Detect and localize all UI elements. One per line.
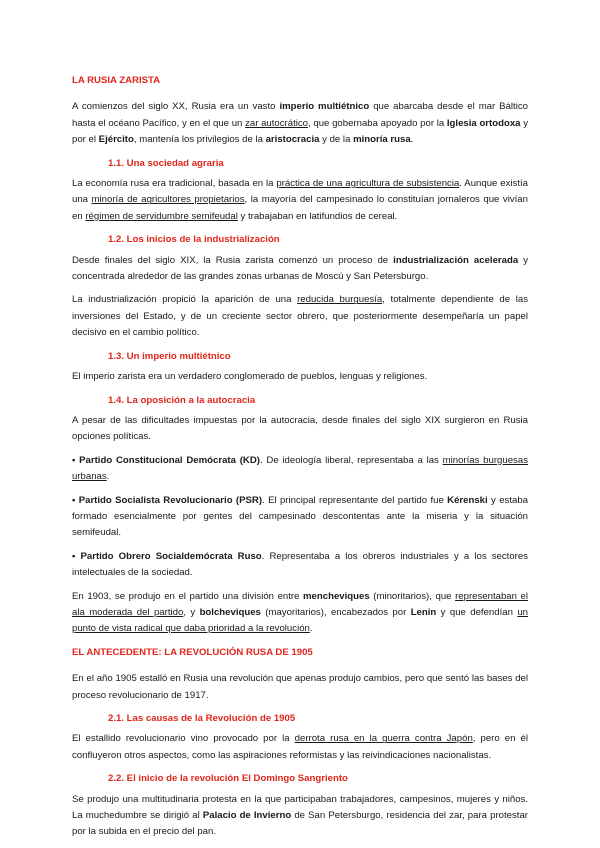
underlined-text: zar autocrático <box>245 117 309 129</box>
text: y concentrada alrededor de las grandes zonas urbanas de Moscú y San Petersburgo. <box>72 254 529 283</box>
paragraph-causas <box>72 731 528 764</box>
text: , que gobernaba apoyado por la <box>308 117 447 129</box>
bold-text: Lenin <box>410 606 437 618</box>
bullet-partido-obrero <box>72 549 528 582</box>
paragraph-imperio-multietnico: El imperio zarista era un verdadero conglomerado de pueblos, lenguas y religiones. <box>72 371 428 383</box>
bold-text: Ejército <box>98 134 134 146</box>
subsection-title-industrializacion: 1.2. Los inicios de la industrialización <box>108 234 280 246</box>
bullet-partido-psr <box>72 493 528 542</box>
text: y por el <box>72 117 528 146</box>
section-title-rusia-zarista: LA RUSIA ZARISTA <box>72 75 161 86</box>
bold-text: Kérenski <box>447 494 488 506</box>
text: . Representaba a los obreros industriales y a los sectores intelectuales de la sociedad. <box>72 550 528 579</box>
underlined-text: régimen de servidumbre semifeudal <box>85 210 238 222</box>
text: que abarcaba desde el mar Báltico hasta el océano Pacífico, y en el que un <box>72 101 528 129</box>
text: , pero en él confluyeron otros aspectos, como las aspiraciones reformistas y las reivindicaciones nacionalistas. <box>72 733 528 761</box>
subsection-title-domingo-sangriento: 2.2. El inicio de la revolución El Domingo Sangriento <box>108 773 348 785</box>
bold-text: • Partido Obrero Socialdemócrata Ruso <box>72 550 262 562</box>
paragraph-domingo-sangriento <box>72 792 528 841</box>
paragraph-division-1903 <box>72 589 528 638</box>
text: La economía rusa era tradicional, basada en la <box>72 178 277 190</box>
paragraph-industrializacion-1 <box>72 253 528 286</box>
text: y trabajaban en latifundios de cereal. <box>237 210 398 222</box>
text: A comienzos del siglo XX, Rusia era un vasto <box>72 101 280 113</box>
text: , la mayoría del campesinado lo constituían jornaleros que vivían en <box>72 194 528 222</box>
text: En 1903, se produjo en el partido una división entre <box>72 590 304 602</box>
text: y de la <box>319 134 354 146</box>
subsection-title-imperio-multietnico: 1.3. Un imperio multiétnico <box>108 350 231 362</box>
text: , totalmente dependiente de las inversiones del Estado, y de un creciente sector obrero, que posteriormente desempeñaría un papel decisivo en el cambio político. <box>72 294 528 339</box>
text: . <box>106 471 110 483</box>
bold-text: Iglesia ortodoxa <box>446 117 521 129</box>
bold-text: aristocracia <box>265 134 320 146</box>
text: (mayoritarios), encabezados por <box>260 606 411 618</box>
bold-text: minoría rusa <box>353 134 411 146</box>
bold-text: • Partido Constitucional Demócrata (KD) <box>72 454 260 466</box>
subsection-title-causas: 2.1. Las causas de la Revolución de 1905 <box>108 713 296 724</box>
text: La industrialización propició la aparición de una <box>72 294 298 306</box>
paragraph-revolucion-1905: En el año 1905 estalló en Rusia una revolución que apenas produjo cambios, pero que sentó las bases del proceso revolucionario de 1917. <box>72 673 528 701</box>
text: y que defendían <box>436 606 518 618</box>
bold-text: industrialización acelerada <box>393 254 519 266</box>
text: Se produjo una multitudinaria protesta en la que participaban trabajadores, campesinos, mujeres y niños. La muchedumbre se dirigió al <box>72 793 528 822</box>
underlined-text: reducida burguesía <box>297 294 383 306</box>
text: y estaba formado esencialmente por gentes del campesinado descontentas ante la miseria y la situación semifeudal. <box>72 494 529 539</box>
underlined-text: derrota rusa en la guerra contra Japón <box>294 733 473 745</box>
underlined-text: un punto de vista radical que daba prioridad a la revolución <box>72 606 528 635</box>
subsection-title-oposicion: 1.4. La oposición a la autocracia <box>108 394 256 406</box>
text: Desde finales del siglo XIX, la Rusia zarista comenzó un proceso de <box>72 254 394 266</box>
bold-text: Palacio de Invierno <box>202 810 292 822</box>
underlined-text: minoría de agricultores propietarios <box>91 194 245 206</box>
intro-paragraph <box>72 99 528 148</box>
paragraph-oposicion: A pesar de las dificultades impuestas por la autocracia, desde finales del siglo XIX surgieron en Rusia opciones políticas. <box>72 414 528 443</box>
bold-text: mencheviques <box>303 590 370 602</box>
text: (minoritarios), que <box>369 590 456 602</box>
text: de San Petersburgo, residencia del zar, para protestar por la subida en el precio del pan. <box>72 810 528 838</box>
bold-text: • Partido Socialista Revolucionario (PSR) <box>72 494 263 506</box>
text: , mantenía los privilegios de la <box>133 134 266 146</box>
text: . <box>410 134 414 146</box>
underlined-text: minorías burguesas urbanas <box>72 454 528 483</box>
text: , y <box>183 606 200 618</box>
text: . <box>309 623 313 635</box>
underlined-text: representaban el ala moderada del partido <box>72 590 528 618</box>
text: . Aunque existía una <box>72 178 528 206</box>
paragraph-sociedad-agraria <box>72 176 528 225</box>
text: . El principal representante del partido fue <box>262 494 448 506</box>
bullet-partido-kd <box>72 453 528 486</box>
section-title-revolucion-1905: EL ANTECEDENTE: LA REVOLUCIÓN RUSA DE 1905 <box>72 646 313 658</box>
bold-text: bolcheviques <box>199 606 261 618</box>
underlined-text: práctica de una agricultura de subsistencia <box>276 178 460 190</box>
text: El estallido revolucionario vino provocado por la <box>72 733 295 745</box>
bold-text: imperio multiétnico <box>279 101 370 113</box>
paragraph-industrializacion-2 <box>72 292 528 341</box>
text: . De ideología liberal, representaba a las <box>259 454 443 466</box>
subsection-title-sociedad-agraria: 1.1. Una sociedad agraria <box>108 157 224 169</box>
